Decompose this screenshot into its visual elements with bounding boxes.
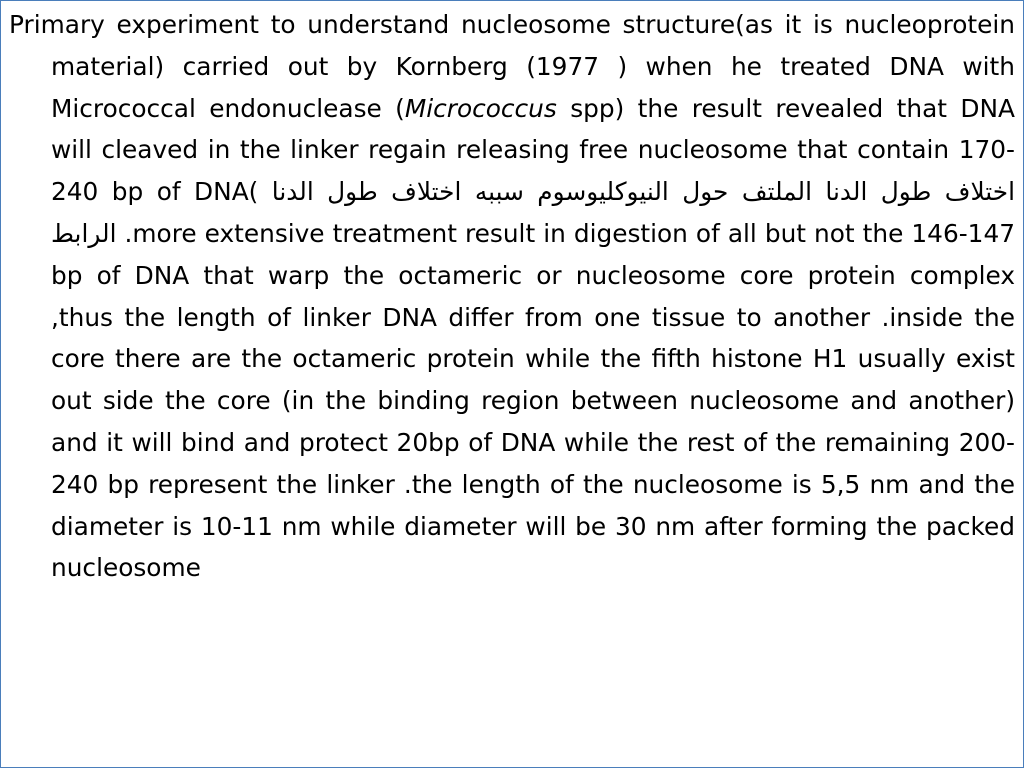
paragraph-intro-text: Primary experiment to understand nucleosome structure(as it is nucleoprotein material) carried out by Kornberg (1977 ) when he treated DNA with Micrococcal endonuclease ( bbox=[9, 10, 1015, 123]
paragraph-middle-text: spp) the result revealed that DNA will cleaved in the linker regain releasing free nucleosome that contain 170-240 bp of DNA( bbox=[51, 93, 1015, 207]
arabic-note: اختلاف طول الدنا الملتف حول النيوكليوسوم سببه اختلاف طول الدنا الرابط bbox=[51, 177, 1015, 248]
paragraph-end-text: .more extensive treatment result in digestion of all but not the 146-147 bp of DNA that warp the octameric or nucleosome core protein complex ,thus the length of linker DNA differ from one tissue to another .inside the core there are the octameric protein while the fifth histone H1 usually exist out side the core (in the binding region between nucleosome and another) and it will bind and protect 20bp of DNA while the rest of the remaining 200-240 bp represent the linker .the length of the nucleosome is 5,5 nm and the diameter is 10-11 nm while diameter will be 30 nm after forming the packed nucleosome bbox=[51, 218, 1015, 583]
genus-name-italic: Micrococcus bbox=[404, 93, 557, 123]
nucleosome-paragraph bbox=[9, 4, 1015, 589]
